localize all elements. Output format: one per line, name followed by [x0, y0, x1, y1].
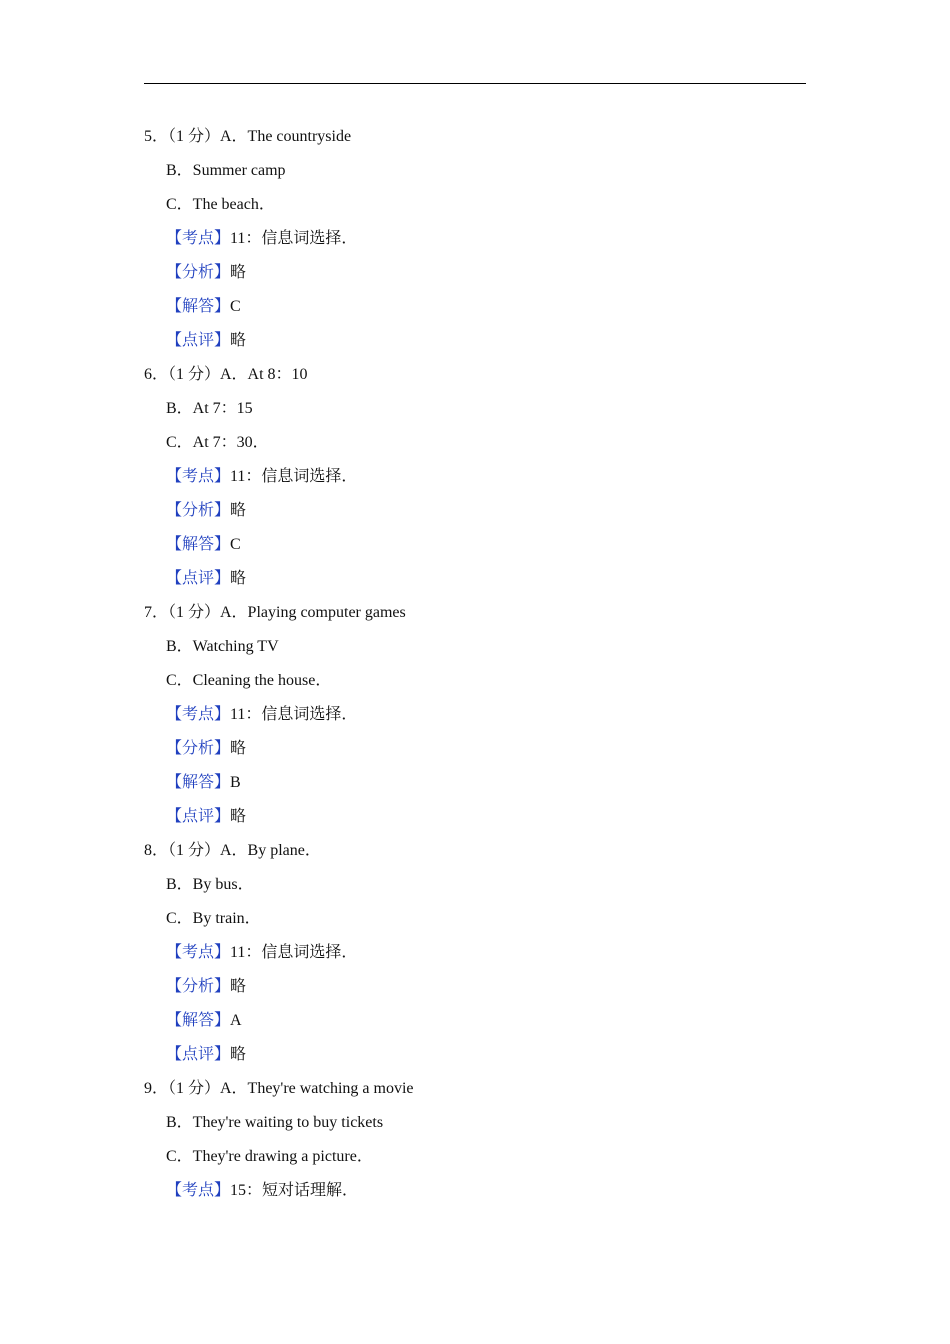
- dianping-row: [144, 562, 806, 596]
- fenxi-tag: 【分析】: [166, 740, 231, 757]
- dianping-text: 略: [230, 808, 247, 825]
- kaodian-tag: 【考点】: [166, 944, 231, 961]
- jieda-row: [144, 766, 806, 800]
- jieda-tag: 【解答】: [166, 774, 231, 791]
- jieda-text: A: [230, 1012, 242, 1029]
- kaodian-text: 11：信息词选择．: [230, 944, 358, 961]
- fenxi-row: [144, 732, 806, 766]
- fenxi-text: 略: [230, 978, 247, 995]
- question-5: [144, 120, 806, 358]
- option-c: C．The beach．: [166, 196, 275, 213]
- fenxi-tag: 【分析】: [166, 502, 231, 519]
- jieda-row: [144, 528, 806, 562]
- kaodian-tag: 【考点】: [166, 706, 231, 723]
- fenxi-tag: 【分析】: [166, 978, 231, 995]
- option-c: C．They're drawing a picture．: [166, 1148, 373, 1165]
- jieda-row: [144, 1004, 806, 1038]
- fenxi-text: 略: [230, 740, 247, 757]
- dianping-tag: 【点评】: [166, 808, 231, 825]
- question-stem: 5．（1 分）A．The countryside: [144, 128, 352, 145]
- dianping-tag: 【点评】: [166, 570, 231, 587]
- dianping-text: 略: [230, 332, 247, 349]
- kaodian-row: [144, 1174, 806, 1208]
- kaodian-row: [144, 460, 806, 494]
- option-b: B．By bus．: [166, 876, 254, 893]
- dianping-row: [144, 800, 806, 834]
- fenxi-tag: 【分析】: [166, 264, 231, 281]
- dianping-text: 略: [230, 1046, 247, 1063]
- option-c: C．By train．: [166, 910, 261, 927]
- kaodian-text: 15：短对话理解．: [230, 1182, 359, 1199]
- kaodian-text: 11：信息词选择．: [230, 230, 358, 247]
- kaodian-text: 11：信息词选择．: [230, 468, 358, 485]
- header-rule: [144, 83, 806, 84]
- option-b: B．They're waiting to buy tickets: [166, 1114, 384, 1131]
- question-stem: 7．（1 分）A．Playing computer games: [144, 604, 406, 621]
- fenxi-text: 略: [230, 502, 247, 519]
- kaodian-row: [144, 936, 806, 970]
- kaodian-tag: 【考点】: [166, 468, 231, 485]
- document-body: [144, 120, 806, 1208]
- dianping-tag: 【点评】: [166, 332, 231, 349]
- question-8: [144, 834, 806, 1072]
- dianping-text: 略: [230, 570, 247, 587]
- question-9: [144, 1072, 806, 1208]
- kaodian-tag: 【考点】: [166, 1182, 231, 1199]
- fenxi-row: [144, 494, 806, 528]
- kaodian-row: [144, 698, 806, 732]
- jieda-row: [144, 290, 806, 324]
- fenxi-text: 略: [230, 264, 247, 281]
- question-7: [144, 596, 806, 834]
- option-c: C．At 7：30．: [166, 434, 269, 451]
- question-stem: 8．（1 分）A．By plane．: [144, 842, 321, 859]
- option-b: B．Watching TV: [166, 638, 279, 655]
- jieda-text: C: [230, 298, 241, 315]
- fenxi-row: [144, 970, 806, 1004]
- kaodian-text: 11：信息词选择．: [230, 706, 358, 723]
- option-b: B．At 7：15: [166, 400, 253, 417]
- kaodian-row: [144, 222, 806, 256]
- jieda-text: B: [230, 774, 241, 791]
- dianping-tag: 【点评】: [166, 1046, 231, 1063]
- kaodian-tag: 【考点】: [166, 230, 231, 247]
- option-c: C．Cleaning the house．: [166, 672, 332, 689]
- dianping-row: [144, 1038, 806, 1072]
- question-6: [144, 358, 806, 596]
- jieda-tag: 【解答】: [166, 298, 231, 315]
- question-stem: 6．（1 分）A．At 8：10: [144, 366, 308, 383]
- jieda-text: C: [230, 536, 241, 553]
- option-b: B．Summer camp: [166, 162, 286, 179]
- dianping-row: [144, 324, 806, 358]
- question-stem: 9．（1 分）A．They're watching a movie: [144, 1080, 414, 1097]
- jieda-tag: 【解答】: [166, 1012, 231, 1029]
- jieda-tag: 【解答】: [166, 536, 231, 553]
- fenxi-row: [144, 256, 806, 290]
